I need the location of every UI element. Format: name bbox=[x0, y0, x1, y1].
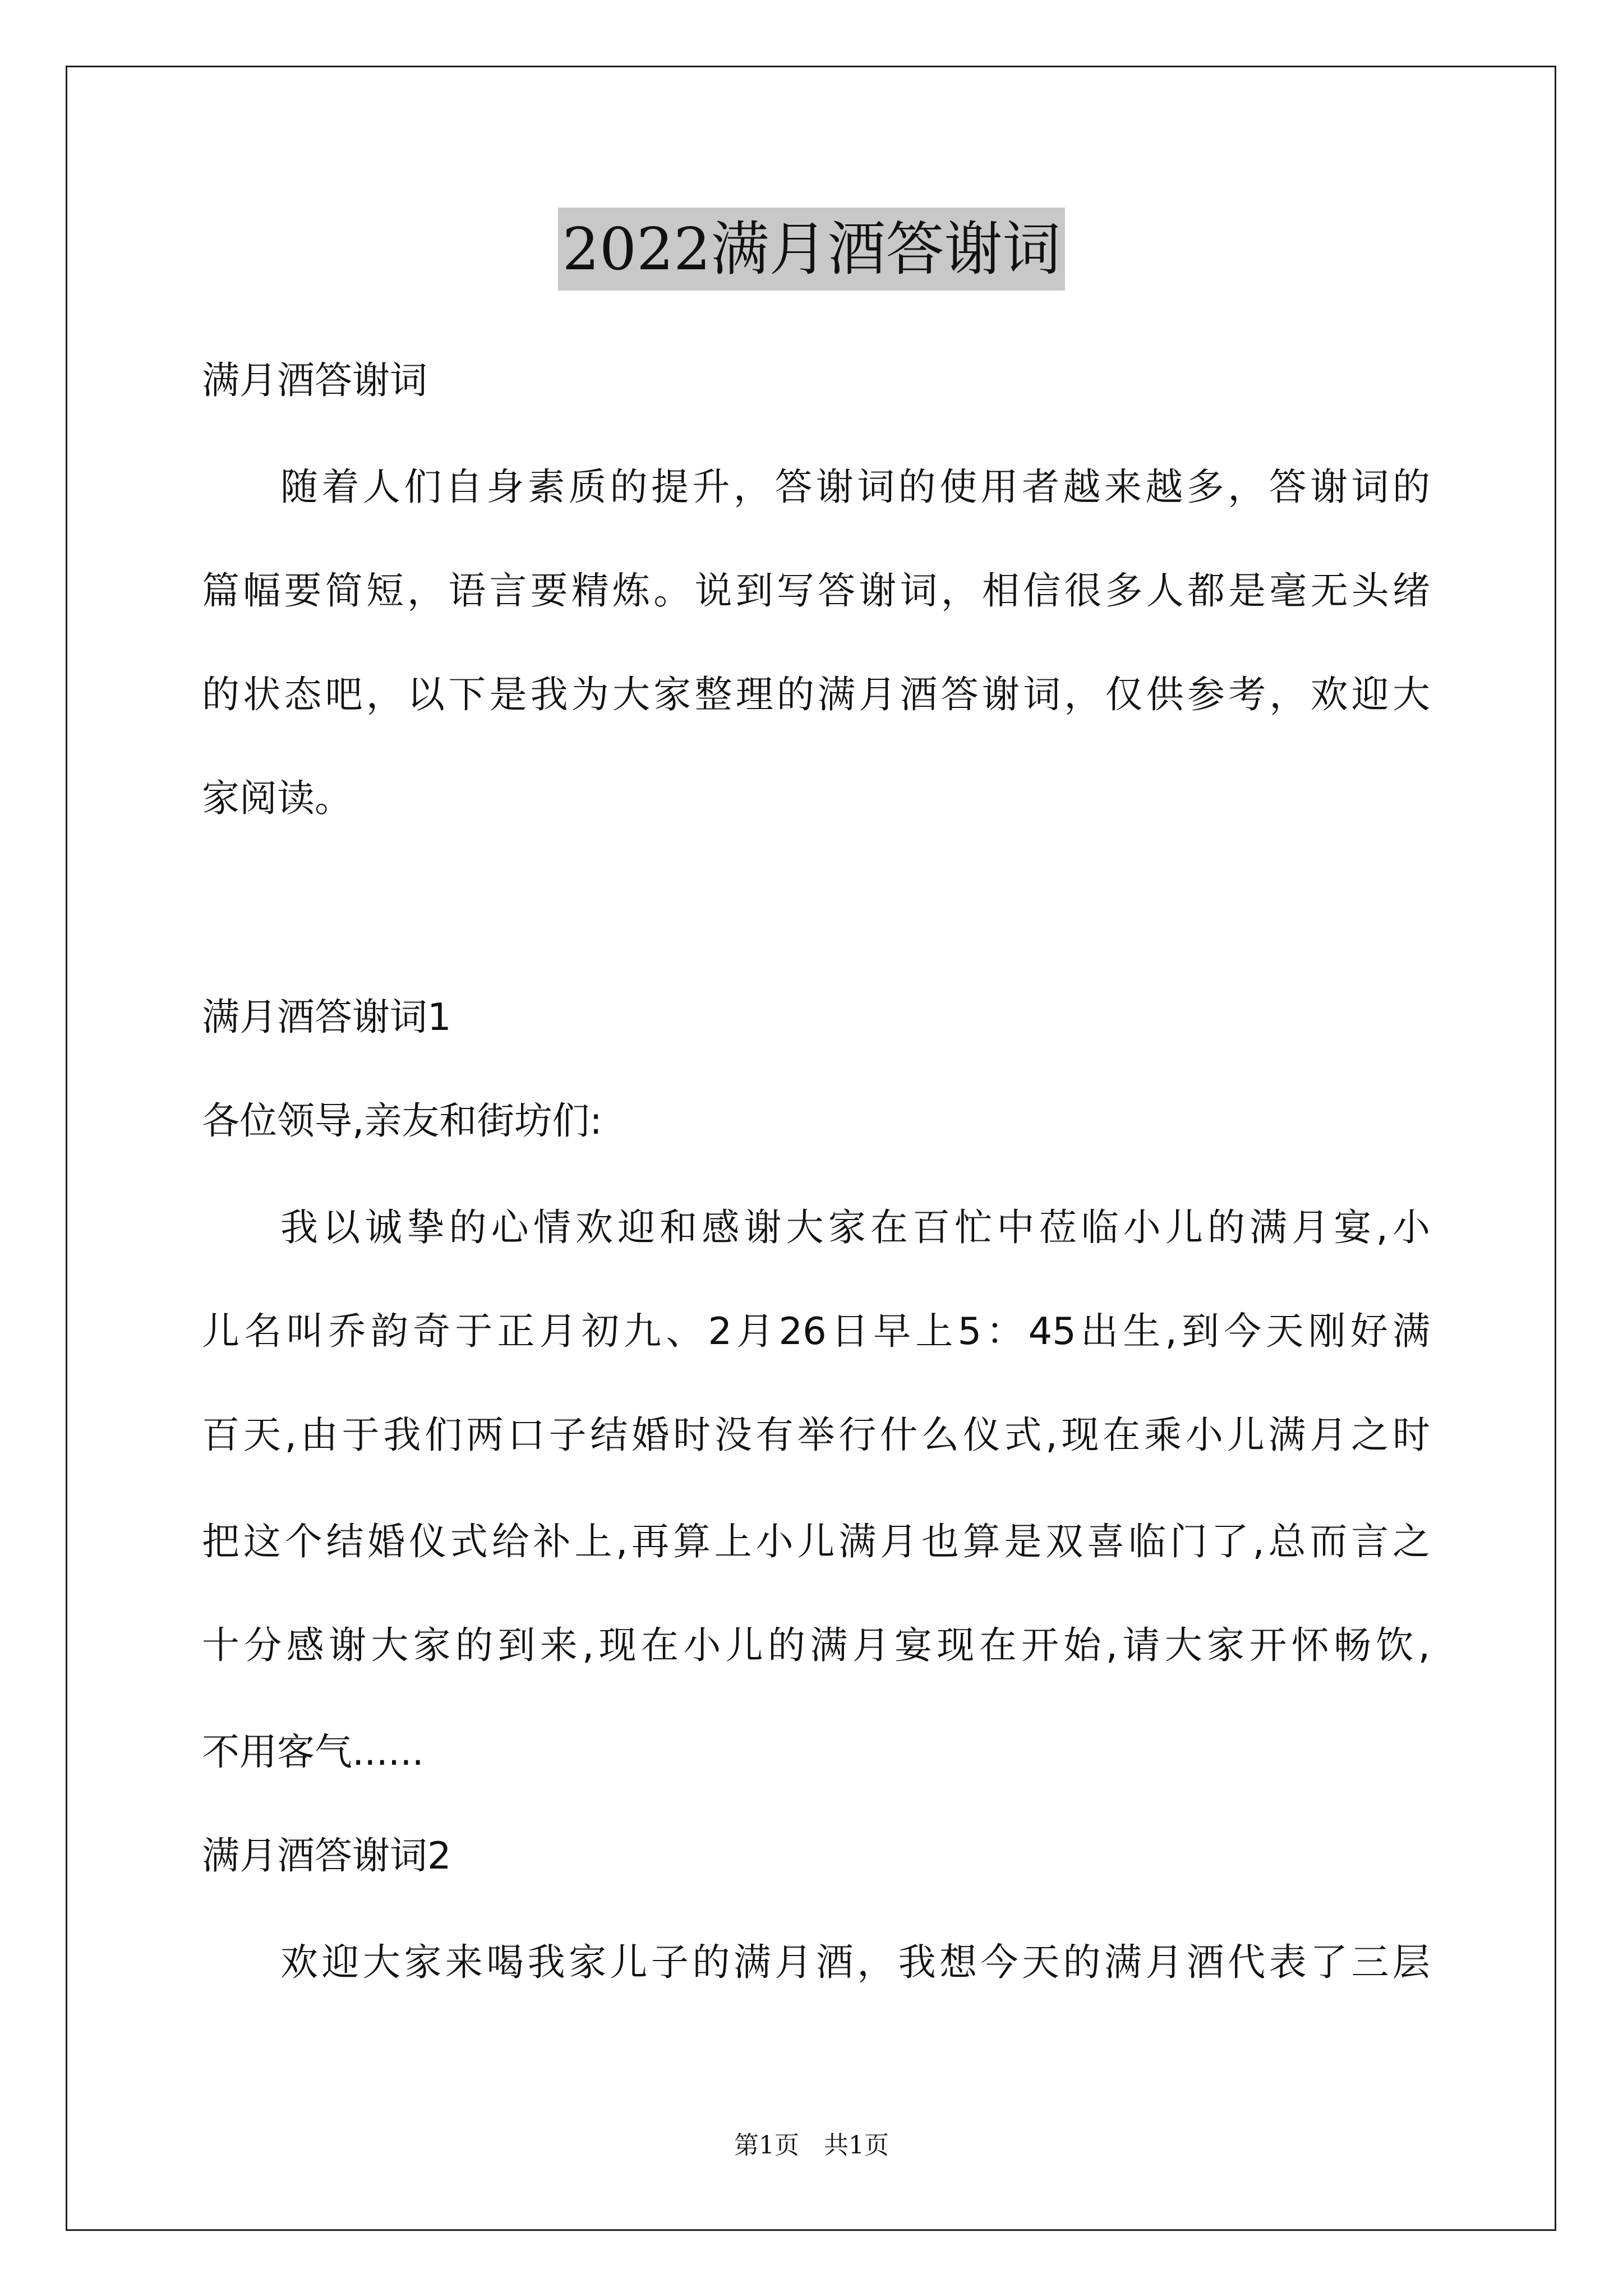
paragraph-line: 随着人们自身素质的提升，答谢词的使用者越来越多，答谢词的 bbox=[280, 465, 1430, 509]
section-heading-2: 满月酒答谢词2 bbox=[202, 1834, 451, 1878]
paragraph-line: 百天,由于我们两口子结婚时没有举行什么仪式,现在乘小儿满月之时 bbox=[202, 1413, 1430, 1457]
paragraph-line: 的状态吧，以下是我为大家整理的满月酒答谢词，仅供参考，欢迎大 bbox=[202, 673, 1430, 716]
title-container bbox=[0, 208, 1623, 291]
paragraph-line: 把这个结婚仪式给补上,再算上小儿满月也算是双喜临门了,总而言之 bbox=[202, 1520, 1430, 1563]
paragraph-line: 不用客气...... bbox=[202, 1730, 424, 1774]
paragraph-line: 家阅读。 bbox=[202, 776, 352, 820]
salutation-line: 各位领导,亲友和街坊们: bbox=[202, 1099, 602, 1143]
subheading-main: 满月酒答谢词 bbox=[202, 358, 427, 402]
paragraph-line: 我以诚挚的心情欢迎和感谢大家在百忙中莅临小儿的满月宴,小 bbox=[280, 1205, 1430, 1249]
document-title: 2022满月酒答谢词 bbox=[558, 208, 1066, 291]
section-heading-1: 满月酒答谢词1 bbox=[202, 995, 451, 1039]
page-footer: 第1页 共1页 bbox=[734, 2131, 889, 2160]
paragraph-line: 十分感谢大家的到来,现在小儿的满月宴现在开始,请大家开怀畅饮, bbox=[202, 1623, 1430, 1667]
paragraph-line: 篇幅要简短，语言要精炼。说到写答谢词，相信很多人都是毫无头绪 bbox=[202, 569, 1430, 613]
paragraph-line: 儿名叫乔韵奇于正月初九、2月26日早上5：45出生,到今天刚好满 bbox=[202, 1309, 1430, 1353]
paragraph-line: 欢迎大家来喝我家儿子的满月酒，我想今天的满月酒代表了三层 bbox=[280, 1940, 1430, 1984]
